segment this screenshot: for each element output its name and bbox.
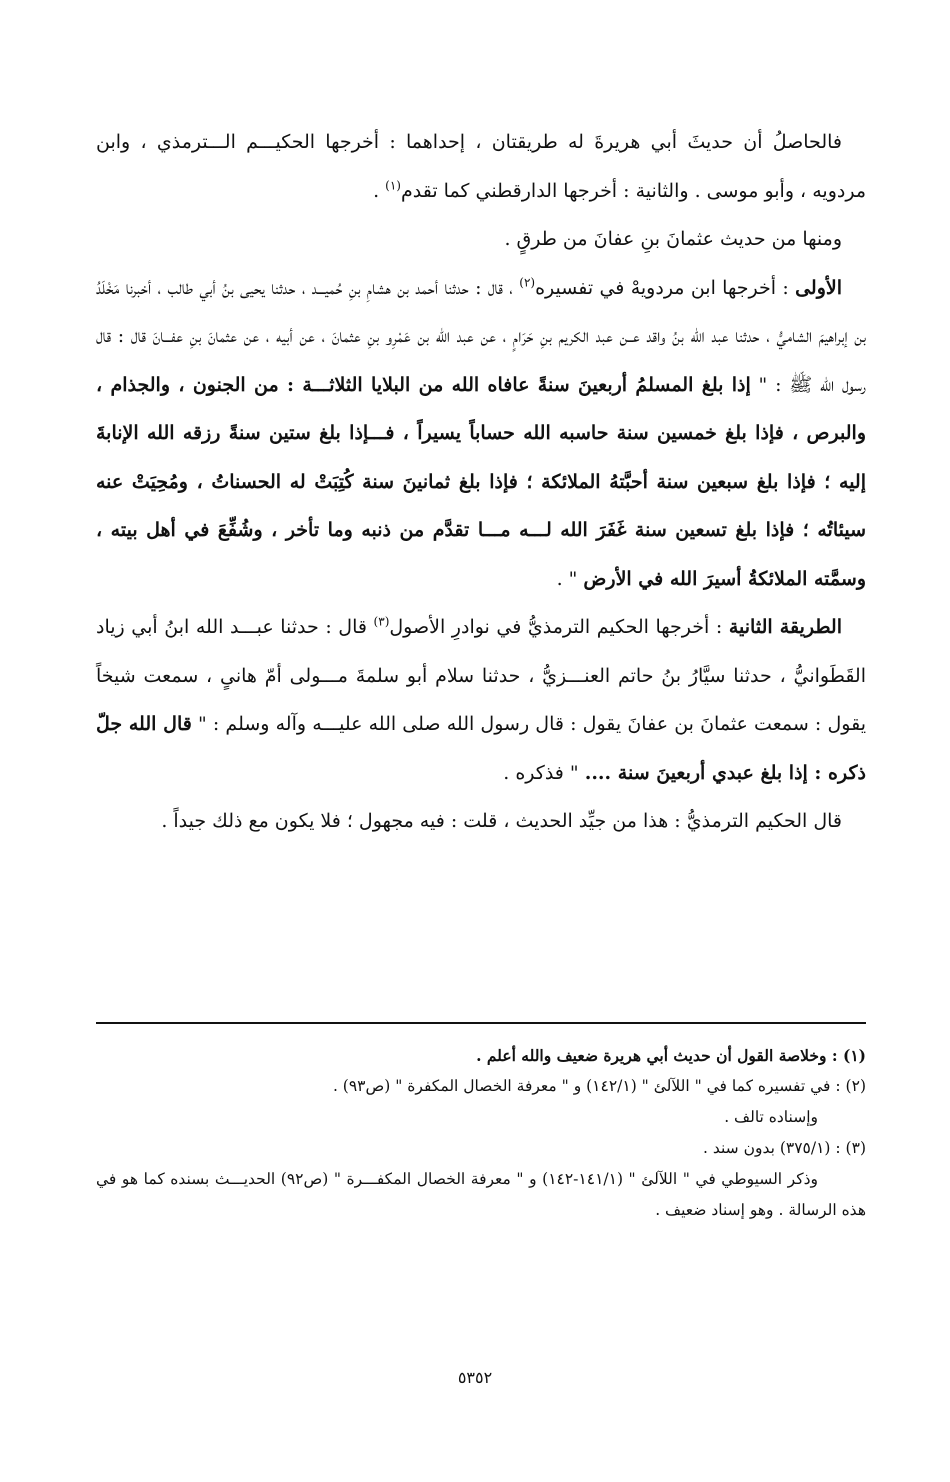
footnote-2 xyxy=(96,1071,866,1102)
paragraph-heading: الأولى xyxy=(795,276,842,299)
footnote-text: في تفسيره كما في " اللآلئ " (١٤٢/١) و " معرفة الخصال المكفرة " (ص٩٣) . xyxy=(332,1077,836,1095)
main-text xyxy=(96,118,866,846)
paragraph-second-route xyxy=(96,603,866,797)
footnote-2-continuation: وإسناده تالف . xyxy=(724,1108,818,1126)
footnotes xyxy=(96,1040,866,1226)
paragraph-heading: الطريقة الثانية xyxy=(728,616,843,638)
paragraph-text: فالحاصلُ أن حديثَ أبي هريرةَ له طريقتان ، إحداهما : أخرجها الحكيـــم الـــترمذي ، وابن مردويه ، وأبو موسى . والثانية : أخرجها الدارقطني كما تقدم xyxy=(96,131,866,202)
paragraph-grading xyxy=(96,797,866,846)
footnote-ref-1[interactable]: (١) xyxy=(385,178,401,193)
page-number: ٥٣٥٢ xyxy=(457,1368,493,1387)
paragraph-conclusion xyxy=(96,118,866,215)
paragraph-uthman-intro xyxy=(96,215,866,264)
paragraph-end: " فذكره . xyxy=(503,761,585,784)
paragraph-text: ومنها من حديث عثمانَ بنِ عفانَ من طرقٍ . xyxy=(504,228,842,250)
paragraph-text: ، قال : حدثنا أحمد بن هشامِ بنِ حُميـــد ، حدثنا يحيى بنُ أبي طالب ، أخبرنا مَخْلَدُ بن إبراهيمَ الشاميُّ ، حدثنا عبد الله بنُ واقد عــن عبد الكريم بنِ حَرَامٍ ، عن عبد الله بن عَمْرِو بنِ عثمانَ ، عن أبيه ، عن عثمانَ بنِ عفـــانَ قال : قال رسول الله ﷺ : " xyxy=(96,276,866,396)
paragraph-first-route xyxy=(96,264,866,604)
footnote-text: (٣٧٥/١) بدون سند . xyxy=(703,1139,836,1157)
hadith-text: قال الله جلّ ذكره : إذا بلغ عبدي أربعينَ سنة .... xyxy=(96,713,866,784)
paragraph-text: : أخرجها ابن مردويهْ في تفسيره xyxy=(535,276,796,299)
footnote-text: وخلاصة القول أن حديث أبي هريرة ضعيف والله أعلم . xyxy=(476,1046,832,1065)
paragraph-text: قال الحكيم الترمذيُّ : هذا من جيِّد الحديث ، قلت : فيه مجهول ؛ فلا يكون مع ذلك جيداً . xyxy=(161,810,842,832)
paragraph-end: " . xyxy=(556,567,584,590)
hadith-text: إذا بلغ المسلمُ أربعينَ سنةً عافاه الله من البلايا الثلاثـــة : من الجنون ، والجذام ، والبرص ، فإذا بلغ خمسين سنة حاسبه الله حساباً يسيراً ، فـــإذا بلغ ستين سنةً رزقه الله الإنابةَ إليه ؛ فإذا بلغ سبعين سنة أحبَّتهُ الملائكة ؛ فإذا بلغ ثمانينَ سنة كُتِبَتْ له الحسناتُ ، ومُحِيَتْ عنه سيئاتُه ؛ فإذا بلغ تسعين سنة غَفَرَ الله لـــه مـــا تقدَّم من ذنبه وما تأخر ، وشُفِّعَ في أهل بيته ، وسمَّته الملائكةُ أسيرَ الله في الأرض xyxy=(96,373,866,590)
footnote-3-continuation: وذكر السيوطي في " اللآلئ " (١٤١/١-١٤٢) و " معرفة الخصال المكفـــرة " (ص٩٢) الحديـــث بسنده كما هو في هذه الرسالة . وهو إسناد ضعيف . xyxy=(96,1170,866,1219)
footnote-number: (٢) : xyxy=(835,1077,866,1095)
footnote-3 xyxy=(96,1133,866,1164)
footnote-number: (١) : xyxy=(831,1046,866,1065)
paragraph-text: : أخرجها الحكيم الترمذيُّ في نوادرِ الأصول xyxy=(389,616,729,638)
paragraph-text: قال : حدثنا عبـــد الله ابنُ أبي زياد القَطَوانيُّ ، حدثنا سيَّارُ بنُ حاتم العنـــزيُّ ، حدثنا سلام أبو سلمةَ مـــولى أمّ هانىٍ ، سمعت شيخاً يقول : سمعت عثمانَ بن عفانَ يقول : قال رسول الله صلى الله عليـــه وآله وسلم : " xyxy=(96,616,867,735)
footnote-ref-2[interactable]: (٢) xyxy=(519,275,536,290)
footnote-divider xyxy=(96,1022,866,1024)
paragraph-end: . xyxy=(373,179,386,202)
footnote-number: (٣) : xyxy=(835,1139,866,1157)
footnote-ref-3[interactable]: (٣) xyxy=(373,614,390,629)
footnote-1 xyxy=(96,1040,866,1071)
